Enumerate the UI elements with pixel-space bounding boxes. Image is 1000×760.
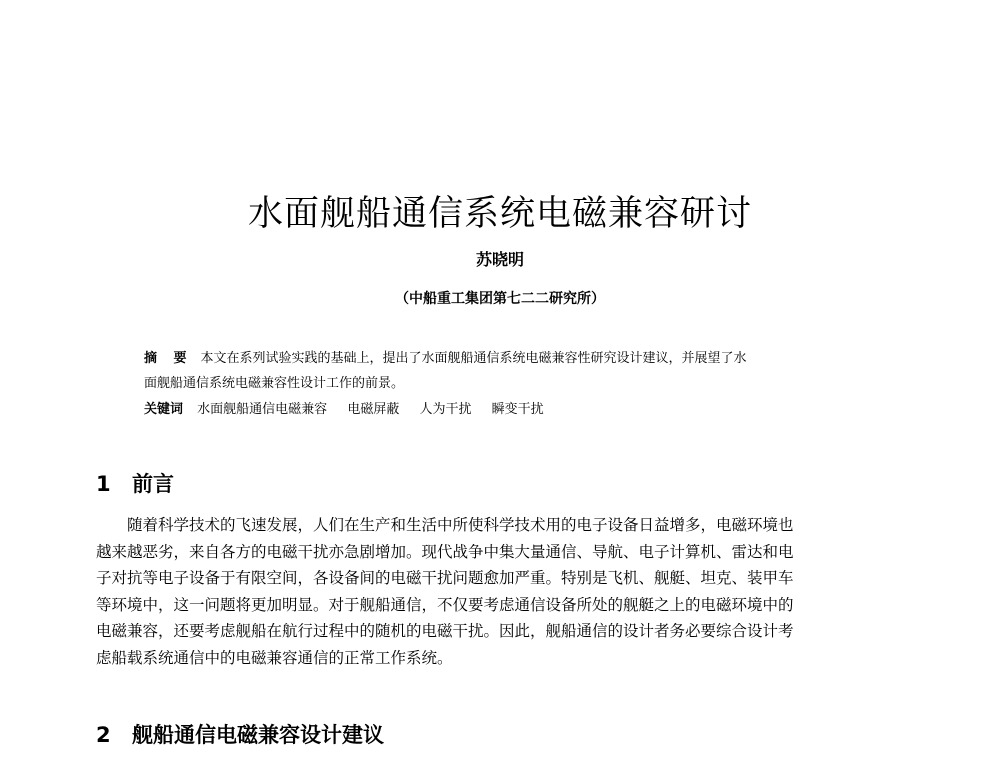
keyword: 瞬变干扰	[491, 402, 544, 417]
abstract-block	[144, 346, 884, 396]
section-number: 1	[96, 472, 111, 496]
section-number: 2	[96, 723, 111, 747]
section-heading-introduction	[96, 468, 174, 498]
keywords-label: 关键词	[144, 402, 184, 417]
abstract-line	[144, 346, 884, 371]
keyword: 电磁屏蔽	[347, 402, 400, 417]
abstract-text: 本文在系列试验实践的基础上，提出了水面舰船通信系统电磁兼容性研究设计建议，并展望了水	[200, 351, 747, 366]
paragraph-line: 子对抗等电子设备于有限空间，各设备间的电磁干扰问题愈加严重。特别是飞机、舰艇、坦克、装甲车	[96, 569, 794, 587]
abstract-line: 面舰船通信系统电磁兼容性设计工作的前景。	[144, 376, 405, 391]
paragraph-line: 等环境中，这一问题将更加明显。对于舰船通信，不仅要考虑通信设备所处的舰艇之上的电磁环境中的	[96, 595, 794, 614]
paragraph-line: 电磁兼容，还要考虑舰船在航行过程中的随机的电磁干扰。因此，舰船通信的设计者务必要综合设计考	[96, 622, 794, 640]
introduction-paragraph	[96, 512, 912, 671]
author-name: 苏晓明	[475, 250, 524, 269]
author-affiliation: （中船重工集团第七二二研究所）	[395, 291, 605, 307]
paragraph-line: 随着科学技术的飞速发展，人们在生产和生活中所使科学技术用的电子设备日益增多，电磁环境也	[127, 516, 794, 534]
section-title: 前言	[132, 472, 174, 496]
abstract-label: 摘 要	[144, 351, 193, 366]
paper-title: 水面舰船通信系统电磁兼容研讨	[247, 194, 752, 234]
section-title: 舰船通信电磁兼容设计建议	[132, 723, 384, 747]
paragraph-line: 越来越恶劣，来自各方的电磁干扰亦急剧增加。现代战争中集大量通信、导航、电子计算机、雷达和电	[96, 542, 794, 561]
keywords-block	[144, 398, 884, 417]
paragraph-line: 虑船载系统通信中的电磁兼容通信的正常工作系统。	[96, 648, 453, 667]
keyword: 人为干扰	[419, 402, 472, 417]
keyword: 水面舰船通信电磁兼容	[197, 402, 328, 417]
section-heading-design-suggestions	[96, 719, 384, 749]
